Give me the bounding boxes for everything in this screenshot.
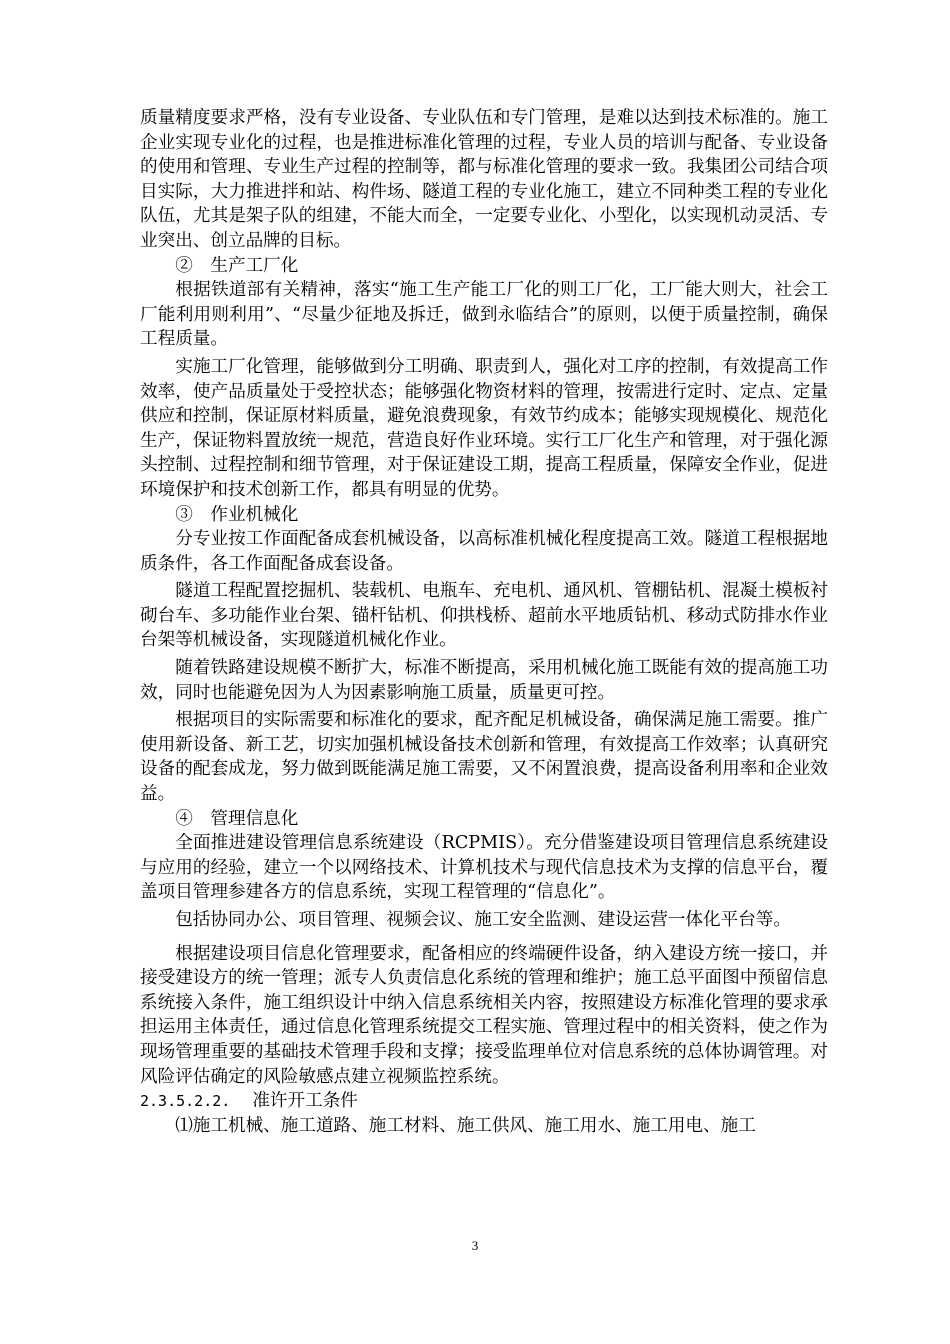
paragraph: 全面推进建设管理信息系统建设（RCPMIS）。充分借鉴建设项目管理信息系统建设与应用的经验，建立一个以网络技术、计算机技术与现代信息技术为支撑的信息平台，覆盖项目管理参建各方的信息系统，实现工程管理的“信息化”。 [140, 833, 828, 903]
subheading-factory: ② 生产工厂化 [175, 255, 299, 276]
page-number: 3 [471, 1238, 479, 1253]
paragraph: 分专业按工作面配备成套机械设备，以高标准机械化程度提高工效。隧道工程根据地质条件，各工作面配备成套设备。 [140, 529, 828, 574]
paragraph: 根据建设项目信息化管理要求，配备相应的终端硬件设备，纳入建设方统一接口，并接受建设方的统一管理；派专人负责信息化系统的管理和维护；施工总平面图中预留信息系统接入条件，施工组织设计中纳入信息系统相关内容，按照建设方标准化管理的要求承担运用主体责任，通过信息化管理系统提交工程实施、管理过程中的相关资料，使之作为现场管理重要的基础技术管理手段和支撑；接受监理单位对信息系统的总体协调管理。对风险评估确定的风险敏感点建立视频监控系统。 [140, 943, 828, 1087]
document-page [140, 106, 828, 1138]
subheading-informatization: ④ 管理信息化 [175, 808, 299, 829]
paragraph: 质量精度要求严格，没有专业设备、专业队伍和专门管理，是难以达到技术标准的。施工企业实现专业化的过程，也是推进标准化管理的过程，专业人员的培训与配备、专业设备的使用和管理、专业生产过程的控制等，都与标准化管理的要求一致。我集团公司结合项目实际，大力推进拌和站、构件场、隧道工程的专业化施工，建立不同种类工程的专业化队伍，尤其是架子队的组建，不能大而全，一定要专业化、小型化，以实现机动灵活、专业突出、创立品牌的目标。 [140, 108, 828, 251]
section-title: 准许开工条件 [252, 1091, 358, 1112]
section-heading [140, 1089, 828, 1114]
paragraph: 实施工厂化管理，能够做到分工明确、职责到人，强化对工序的控制，有效提高工作效率，使产品质量处于受控状态；能够强化物资材料的管理，按需进行定时、定点、定量供应和控制，保证原材料质量，避免浪费现象，有效节约成本；能够实现规模化、规范化生产，保证物料置放统一规范，营造良好作业环境。实行工厂化生产和管理，对于强化源头控制、过程控制和细节管理，对于保证建设工期，提高工程质量，保障安全作业，促进环境保护和技术创新工作，都具有明显的优势。 [140, 356, 828, 500]
paragraph: 隧道工程配置挖掘机、装载机、电瓶车、充电机、通风机、管棚钻机、混凝土模板衬砌台车、多功能作业台架、锚杆钻机、仰拱栈桥、超前水平地质钻机、移动式防排水作业台架等机械设备，实现隧道机械化作业。 [140, 581, 828, 651]
subheading-mechanization: ③ 作业机械化 [175, 504, 299, 525]
paragraph: 根据项目的实际需要和标准化的要求，配齐配足机械设备，确保满足施工需要。推广使用新设备、新工艺，切实加强机械设备技术创新和管理，有效提高工作效率；认真研究设备的配套成龙，努力做到既能满足施工需要，又不闲置浪费，提高设备利用率和企业效益。 [140, 710, 828, 805]
section-number: 2.3.5.2.2. [140, 1092, 231, 1111]
paragraph: ⑴施工机械、施工道路、施工材料、施工供风、施工用水、施工用电、施工 [175, 1115, 756, 1136]
paragraph: 随着铁路建设规模不断扩大，标准不断提高，采用机械化施工既能有效的提高施工功效，同时也能避免因为人为因素影响施工质量，质量更可控。 [140, 658, 828, 703]
paragraph: 根据铁道部有关精神，落实“施工生产能工厂化的则工厂化，工厂能大则大，社会工厂能利用则利用”、“尽量少征地及拆迁，做到永临结合”的原则，以便于质量控制，确保工程质量。 [140, 280, 828, 350]
paragraph: 包括协同办公、项目管理、视频会议、施工安全监测、建设运营一体化平台等。 [175, 910, 791, 930]
